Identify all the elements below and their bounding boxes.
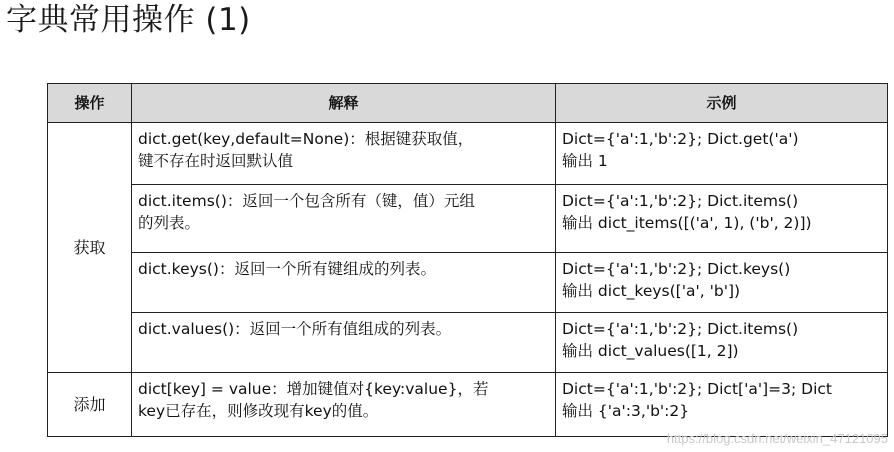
table-header-row bbox=[48, 84, 888, 123]
example-line: Dict={'a':1,'b':2}; Dict.get('a') bbox=[562, 130, 799, 148]
example-line: Dict={'a':1,'b':2}; Dict['a']=3; Dict bbox=[562, 380, 832, 398]
explain-line: dict.keys()：返回一个所有键组成的列表。 bbox=[138, 260, 436, 278]
example-line: 输出 dict_values([1, 2]) bbox=[562, 342, 739, 360]
example-cell bbox=[556, 313, 888, 373]
explain-cell bbox=[132, 373, 556, 437]
example-line: 输出 dict_items([('a', 1), ('b', 2)]) bbox=[562, 214, 812, 232]
example-line: 输出 dict_keys(['a', 'b']) bbox=[562, 282, 741, 300]
explain-cell bbox=[132, 185, 556, 253]
header-example: 示例 bbox=[556, 84, 888, 123]
example-cell bbox=[556, 373, 888, 437]
explain-line: dict[key] = value：增加键值对{key:value}，若 bbox=[138, 380, 489, 398]
example-cell bbox=[556, 253, 888, 313]
example-line: Dict={'a':1,'b':2}; Dict.items() bbox=[562, 192, 799, 210]
example-line: 输出 1 bbox=[562, 152, 608, 170]
dict-operations-table bbox=[47, 83, 888, 437]
table-row bbox=[48, 185, 888, 253]
op-cell-get: 获取 bbox=[48, 123, 132, 373]
explain-line: dict.get(key,default=None)：根据键获取值， bbox=[138, 130, 474, 148]
explain-line: key已存在，则修改现有key的值。 bbox=[138, 402, 379, 420]
example-line: Dict={'a':1,'b':2}; Dict.keys() bbox=[562, 260, 791, 278]
explain-cell bbox=[132, 253, 556, 313]
table-row bbox=[48, 123, 888, 185]
table-row bbox=[48, 373, 888, 437]
example-line: 输出 {'a':3,'b':2} bbox=[562, 402, 690, 420]
example-line: Dict={'a':1,'b':2}; Dict.items() bbox=[562, 320, 799, 338]
op-cell-add: 添加 bbox=[48, 373, 132, 437]
header-explain: 解释 bbox=[132, 84, 556, 123]
example-cell bbox=[556, 185, 888, 253]
header-op: 操作 bbox=[48, 84, 132, 123]
explain-cell bbox=[132, 123, 556, 185]
explain-line: 的列表。 bbox=[138, 214, 201, 232]
slide-title: 字典常用操作 (1) bbox=[6, 2, 251, 38]
explain-cell bbox=[132, 313, 556, 373]
explain-line: dict.items()：返回一个包含所有（键，值）元组 bbox=[138, 192, 475, 210]
table-row bbox=[48, 253, 888, 313]
explain-line: dict.values()：返回一个所有值组成的列表。 bbox=[138, 320, 452, 338]
explain-line: 键不存在时返回默认值 bbox=[138, 152, 294, 170]
watermark-url: https://blog.csdn.net/weixin_47121095 bbox=[666, 431, 888, 446]
table-row bbox=[48, 313, 888, 373]
example-cell bbox=[556, 123, 888, 185]
